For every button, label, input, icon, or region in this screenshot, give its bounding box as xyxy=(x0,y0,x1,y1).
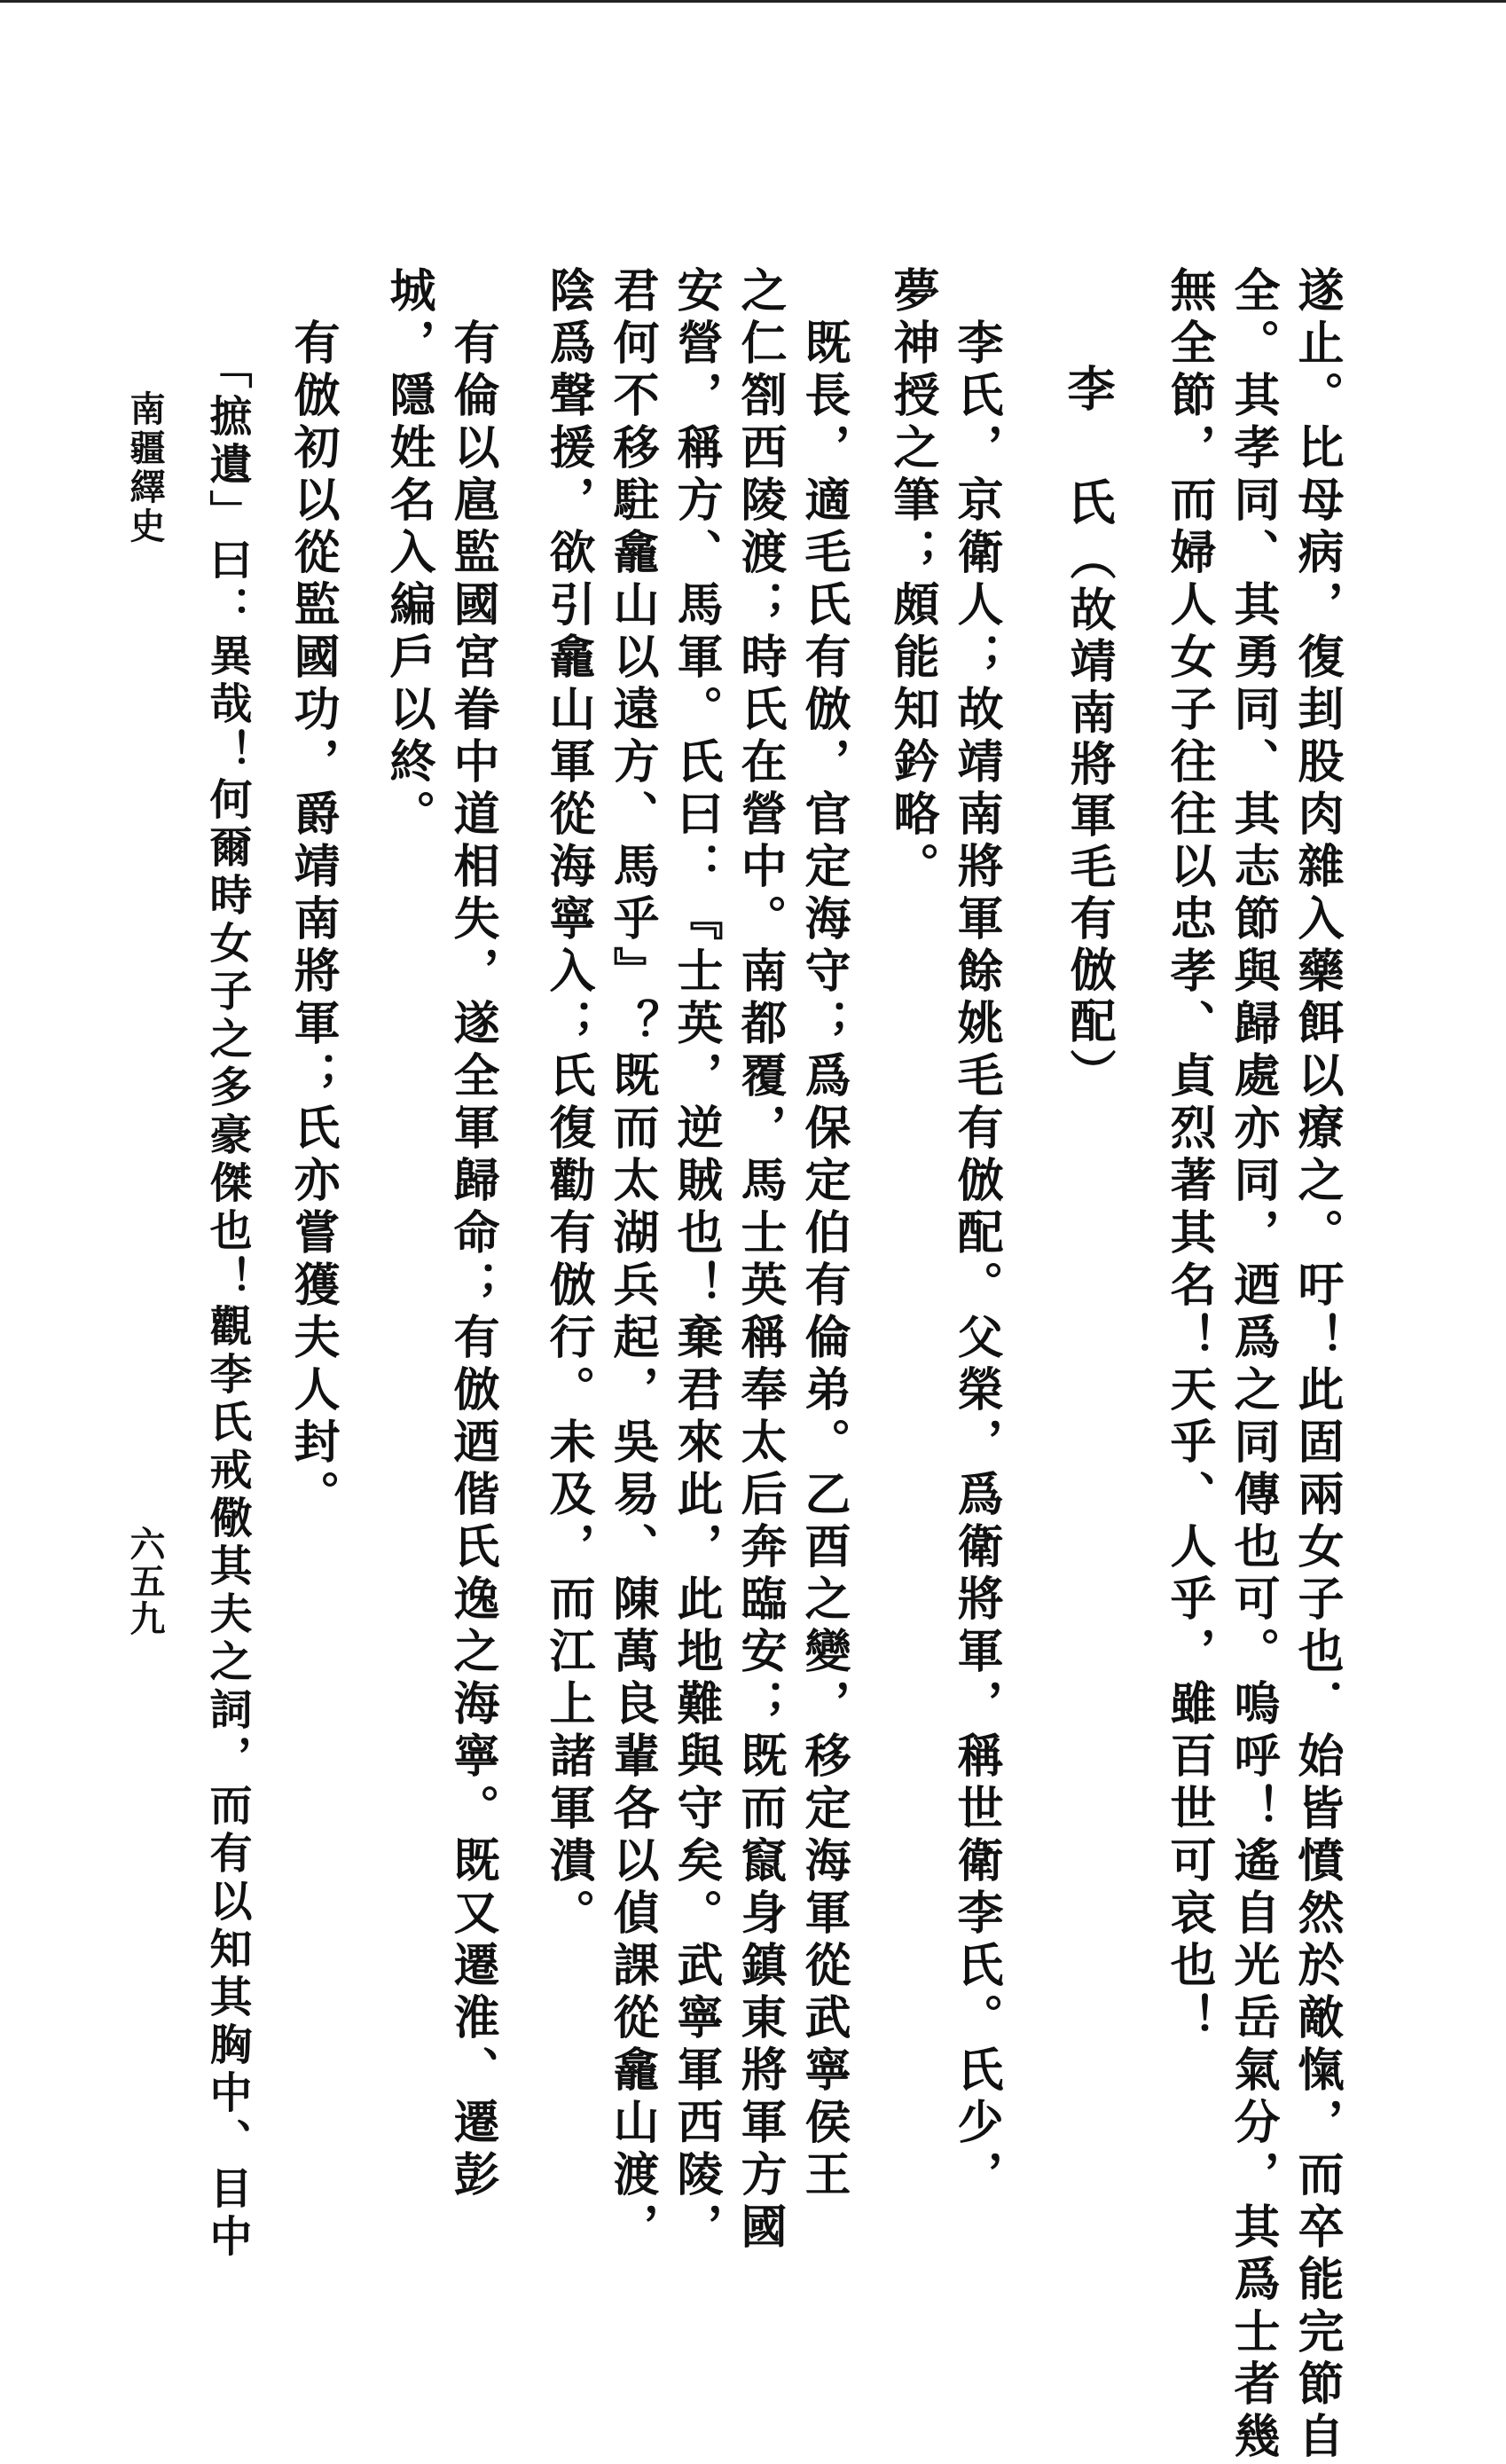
text-column-11: 陰爲聲援，欲引龕山軍從海寧入；氏復勸有倣行。未及，而江上諸軍潰。 xyxy=(541,266,595,1941)
text-column-12: 有倫以扈監國宮眷中道相失，遂全軍歸命；有倣迺偕氏逸之海寧。既又遷淮、遷彭 xyxy=(445,266,499,2202)
top-rule xyxy=(0,0,1506,3)
text-column-1: 遂止。比母病，復刲股肉雜入藥餌以療之。吁！此固兩女子也．始皆憤然於敵愾，而卒能完節自 xyxy=(1290,266,1344,2464)
text-column-7: 既長，適毛氏有倣，官定海守；爲保定伯有倫弟。乙酉之變，移定海軍從武寧侯王 xyxy=(796,266,851,2202)
text-column-5: 李氏，京衛人；故靖南將軍餘姚毛有倣配。父榮，爲衛將軍，稱世衛李氏。氏少， xyxy=(949,266,1003,2202)
text-column-10: 君何不移駐龕山以遠方、馬乎』？既而太湖兵起，吳易、陳萬良輩各以偵課從龕山渡， xyxy=(605,266,659,2255)
heading-subtitle: （故靖南將軍毛有倣配） xyxy=(1062,534,1116,1100)
text-column-8: 之仁劄西陵渡；時氏在營中。南都覆，馬士英稱奉太后奔臨安；既而竄身鎮東將軍方國 xyxy=(733,266,787,2255)
text-column-3: 無全節，而婦人女子往往以忠孝、貞烈著其名！天乎、人乎，雖百世可哀也！ xyxy=(1162,266,1216,2045)
footer-book-title: 南疆繹史 xyxy=(124,390,166,546)
section-heading xyxy=(1060,364,1117,1100)
text-column-2: 全。其孝同、其勇同、其志節與歸處亦同，迺爲之同傳也可。嗚呼！遙自光岳氣分，其爲士者幾 xyxy=(1226,266,1280,2464)
text-column-13: 城，隱姓名入編戶以終。 xyxy=(381,266,435,842)
text-column-14: 有倣初以從監國功，爵靖南將軍；氏亦嘗獲夫人封。 xyxy=(286,266,340,1522)
text-column-15: 「摭遺」曰：異哉！何爾時女子之多豪傑也！觀李氏戒儆其夫之詞，而有以知其胸中、目中 xyxy=(202,319,252,2262)
text-column-6: 夢神授之筆；頗能知鈐略。 xyxy=(885,266,939,894)
heading-name: 李 氏 xyxy=(1060,364,1117,534)
text-column-9: 安營，稱方、馬軍。氏曰：『士英，逆賊也！棄君來此，此地難與守矣。武寧軍西陵， xyxy=(669,266,723,2255)
page-number: 六五九 xyxy=(124,1526,166,1637)
